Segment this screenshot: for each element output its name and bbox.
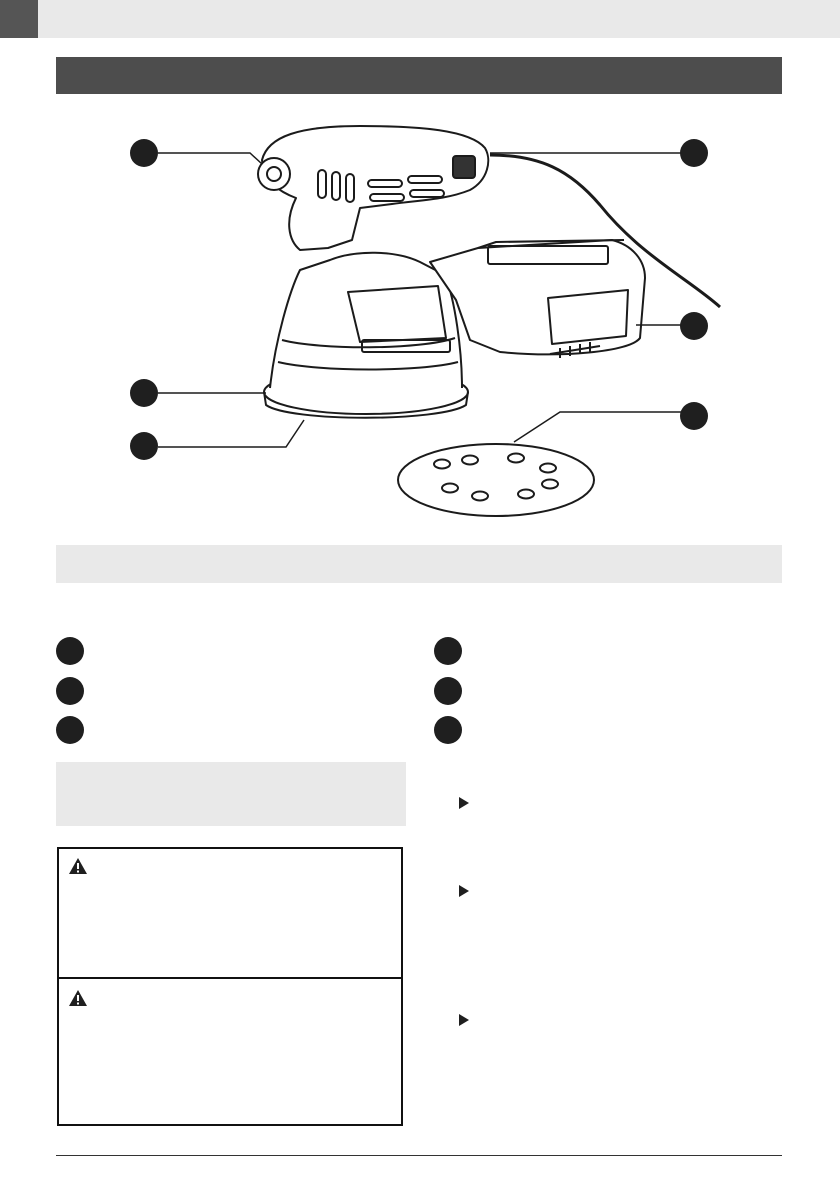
callout-marker	[56, 677, 84, 705]
footer-rule	[56, 1155, 782, 1156]
callout-marker	[680, 402, 708, 430]
callout-marker	[434, 677, 462, 705]
callout-marker	[130, 379, 158, 407]
page-corner-tab	[0, 0, 38, 38]
play-arrow-icon	[458, 884, 470, 898]
callout-marker	[680, 139, 708, 167]
note-box	[56, 762, 406, 826]
callout-marker	[130, 139, 158, 167]
parts-list-item	[56, 637, 96, 665]
parts-list-item	[56, 677, 96, 705]
warning-triangle-icon	[68, 857, 88, 875]
sander-illustration	[0, 100, 840, 530]
callout-marker	[130, 432, 158, 460]
play-arrow-icon	[458, 1013, 470, 1027]
warning-divider	[59, 977, 401, 979]
callout-marker	[56, 637, 84, 665]
warning-triangle-icon	[68, 989, 88, 1007]
section-subtitle-bar	[56, 545, 782, 583]
parts-list-item	[56, 716, 96, 744]
callout-marker	[680, 312, 708, 340]
parts-list-item	[434, 716, 474, 744]
callout-marker	[434, 716, 462, 744]
section-title-bar	[56, 57, 782, 94]
callout-marker	[434, 637, 462, 665]
parts-list-item	[434, 677, 474, 705]
play-arrow-icon	[458, 796, 470, 810]
callout-marker	[56, 716, 84, 744]
page-header-strip	[0, 0, 840, 38]
warning-panel	[57, 847, 403, 1126]
parts-list-item	[434, 637, 474, 665]
